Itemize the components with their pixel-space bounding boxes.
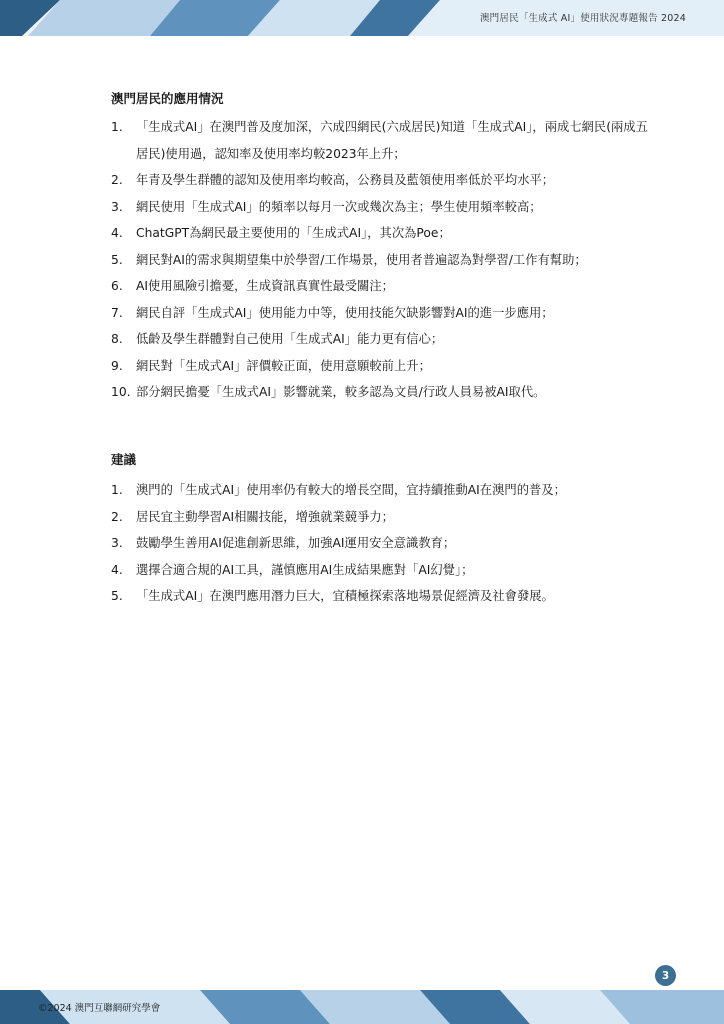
findings-list	[111, 114, 651, 406]
item-number: 1.	[111, 120, 123, 134]
item-number: 9.	[111, 358, 123, 373]
list-item	[111, 530, 651, 557]
list-item	[111, 557, 651, 584]
item-text: ChatGPT為網民最主要使用的「生成式AI」，其次為Poe；	[136, 226, 451, 240]
item-text: 年青及學生群體的認知及使用率均較高，公務員及藍領使用率低於平均水平；	[136, 173, 555, 187]
list-item	[111, 273, 651, 300]
findings-section	[111, 89, 651, 406]
item-text: 鼓勵學生善用AI促進創新思維，加強AI運用安全意識教育；	[136, 536, 456, 550]
list-item	[111, 379, 651, 406]
item-number: 2.	[111, 509, 123, 524]
list-item	[111, 114, 651, 167]
item-number: 1.	[111, 483, 123, 497]
item-text: 「生成式AI」在澳門應用潛力巨大，宜積極探索落地場景促經濟及社會發展。	[136, 589, 554, 603]
item-text: 網民使用「生成式AI」的頻率以每月一次或幾次為主；學生使用頻率較高；	[136, 199, 542, 214]
item-text: 網民自評「生成式AI」使用能力中等，使用技能欠缺影響對AI的進一步應用；	[136, 305, 554, 320]
item-text: 選擇合適合規的AI工具，謹慎應用AI生成結果應對「AI幻覺」；	[136, 562, 474, 577]
list-item	[111, 220, 651, 247]
item-text: 「生成式AI」在澳門普及度加深，六成四網民(六成居民)知道「生成式AI」，兩成七網民(兩成五居民)使用過，認知率及使用率均較2023年上升；	[136, 120, 648, 161]
item-number: 4.	[111, 562, 123, 577]
item-number: 8.	[111, 332, 123, 346]
list-item	[111, 247, 651, 274]
item-number: 7.	[111, 305, 123, 320]
list-item	[111, 194, 651, 221]
item-text: 網民對AI的需求與期望集中於學習/工作場景，使用者普遍認為對學習/工作有幫助；	[136, 252, 587, 267]
item-text: 澳門的「生成式AI」使用率仍有較大的增長空間，宜持續推動AI在澳門的普及；	[136, 483, 566, 497]
footer-copyright: ©2024 澳門互聯網研究學會	[38, 1003, 161, 1014]
item-text: 網民對「生成式AI」評價較正面，使用意願較前上升；	[136, 358, 431, 373]
item-number: 2.	[111, 173, 123, 187]
findings-title: 澳門居民的應用情況	[111, 91, 224, 106]
list-item	[111, 353, 651, 380]
list-item	[111, 167, 651, 194]
list-item	[111, 504, 651, 531]
item-text: 部分網民擔憂「生成式AI」影響就業，較多認為文員/行政人員易被AI取代。	[136, 385, 546, 399]
list-item	[111, 300, 651, 327]
recommendations-title: 建議	[111, 452, 137, 467]
report-header-title: 澳門居民「生成式 AI」使用狀況專題報告 2024	[479, 13, 686, 24]
page-number-badge: 3	[655, 965, 676, 986]
item-number: 5.	[111, 589, 123, 603]
item-number: 3.	[111, 536, 123, 550]
item-text: 居民宜主動學習AI相關技能，增強就業競爭力；	[136, 509, 394, 524]
item-number: 10.	[111, 385, 131, 399]
item-number: 5.	[111, 252, 123, 267]
recommendations-section	[111, 450, 651, 610]
item-text: 低齡及學生群體對自己使用「生成式AI」能力更有信心；	[136, 332, 444, 346]
list-item	[111, 326, 651, 353]
item-number: 4.	[111, 226, 123, 240]
item-number: 3.	[111, 199, 123, 214]
recommendations-list	[111, 477, 651, 610]
list-item	[111, 477, 651, 504]
list-item	[111, 583, 651, 610]
item-text: AI使用風險引擔憂，生成資訊真實性最受關注；	[136, 279, 394, 293]
item-number: 6.	[111, 279, 123, 293]
